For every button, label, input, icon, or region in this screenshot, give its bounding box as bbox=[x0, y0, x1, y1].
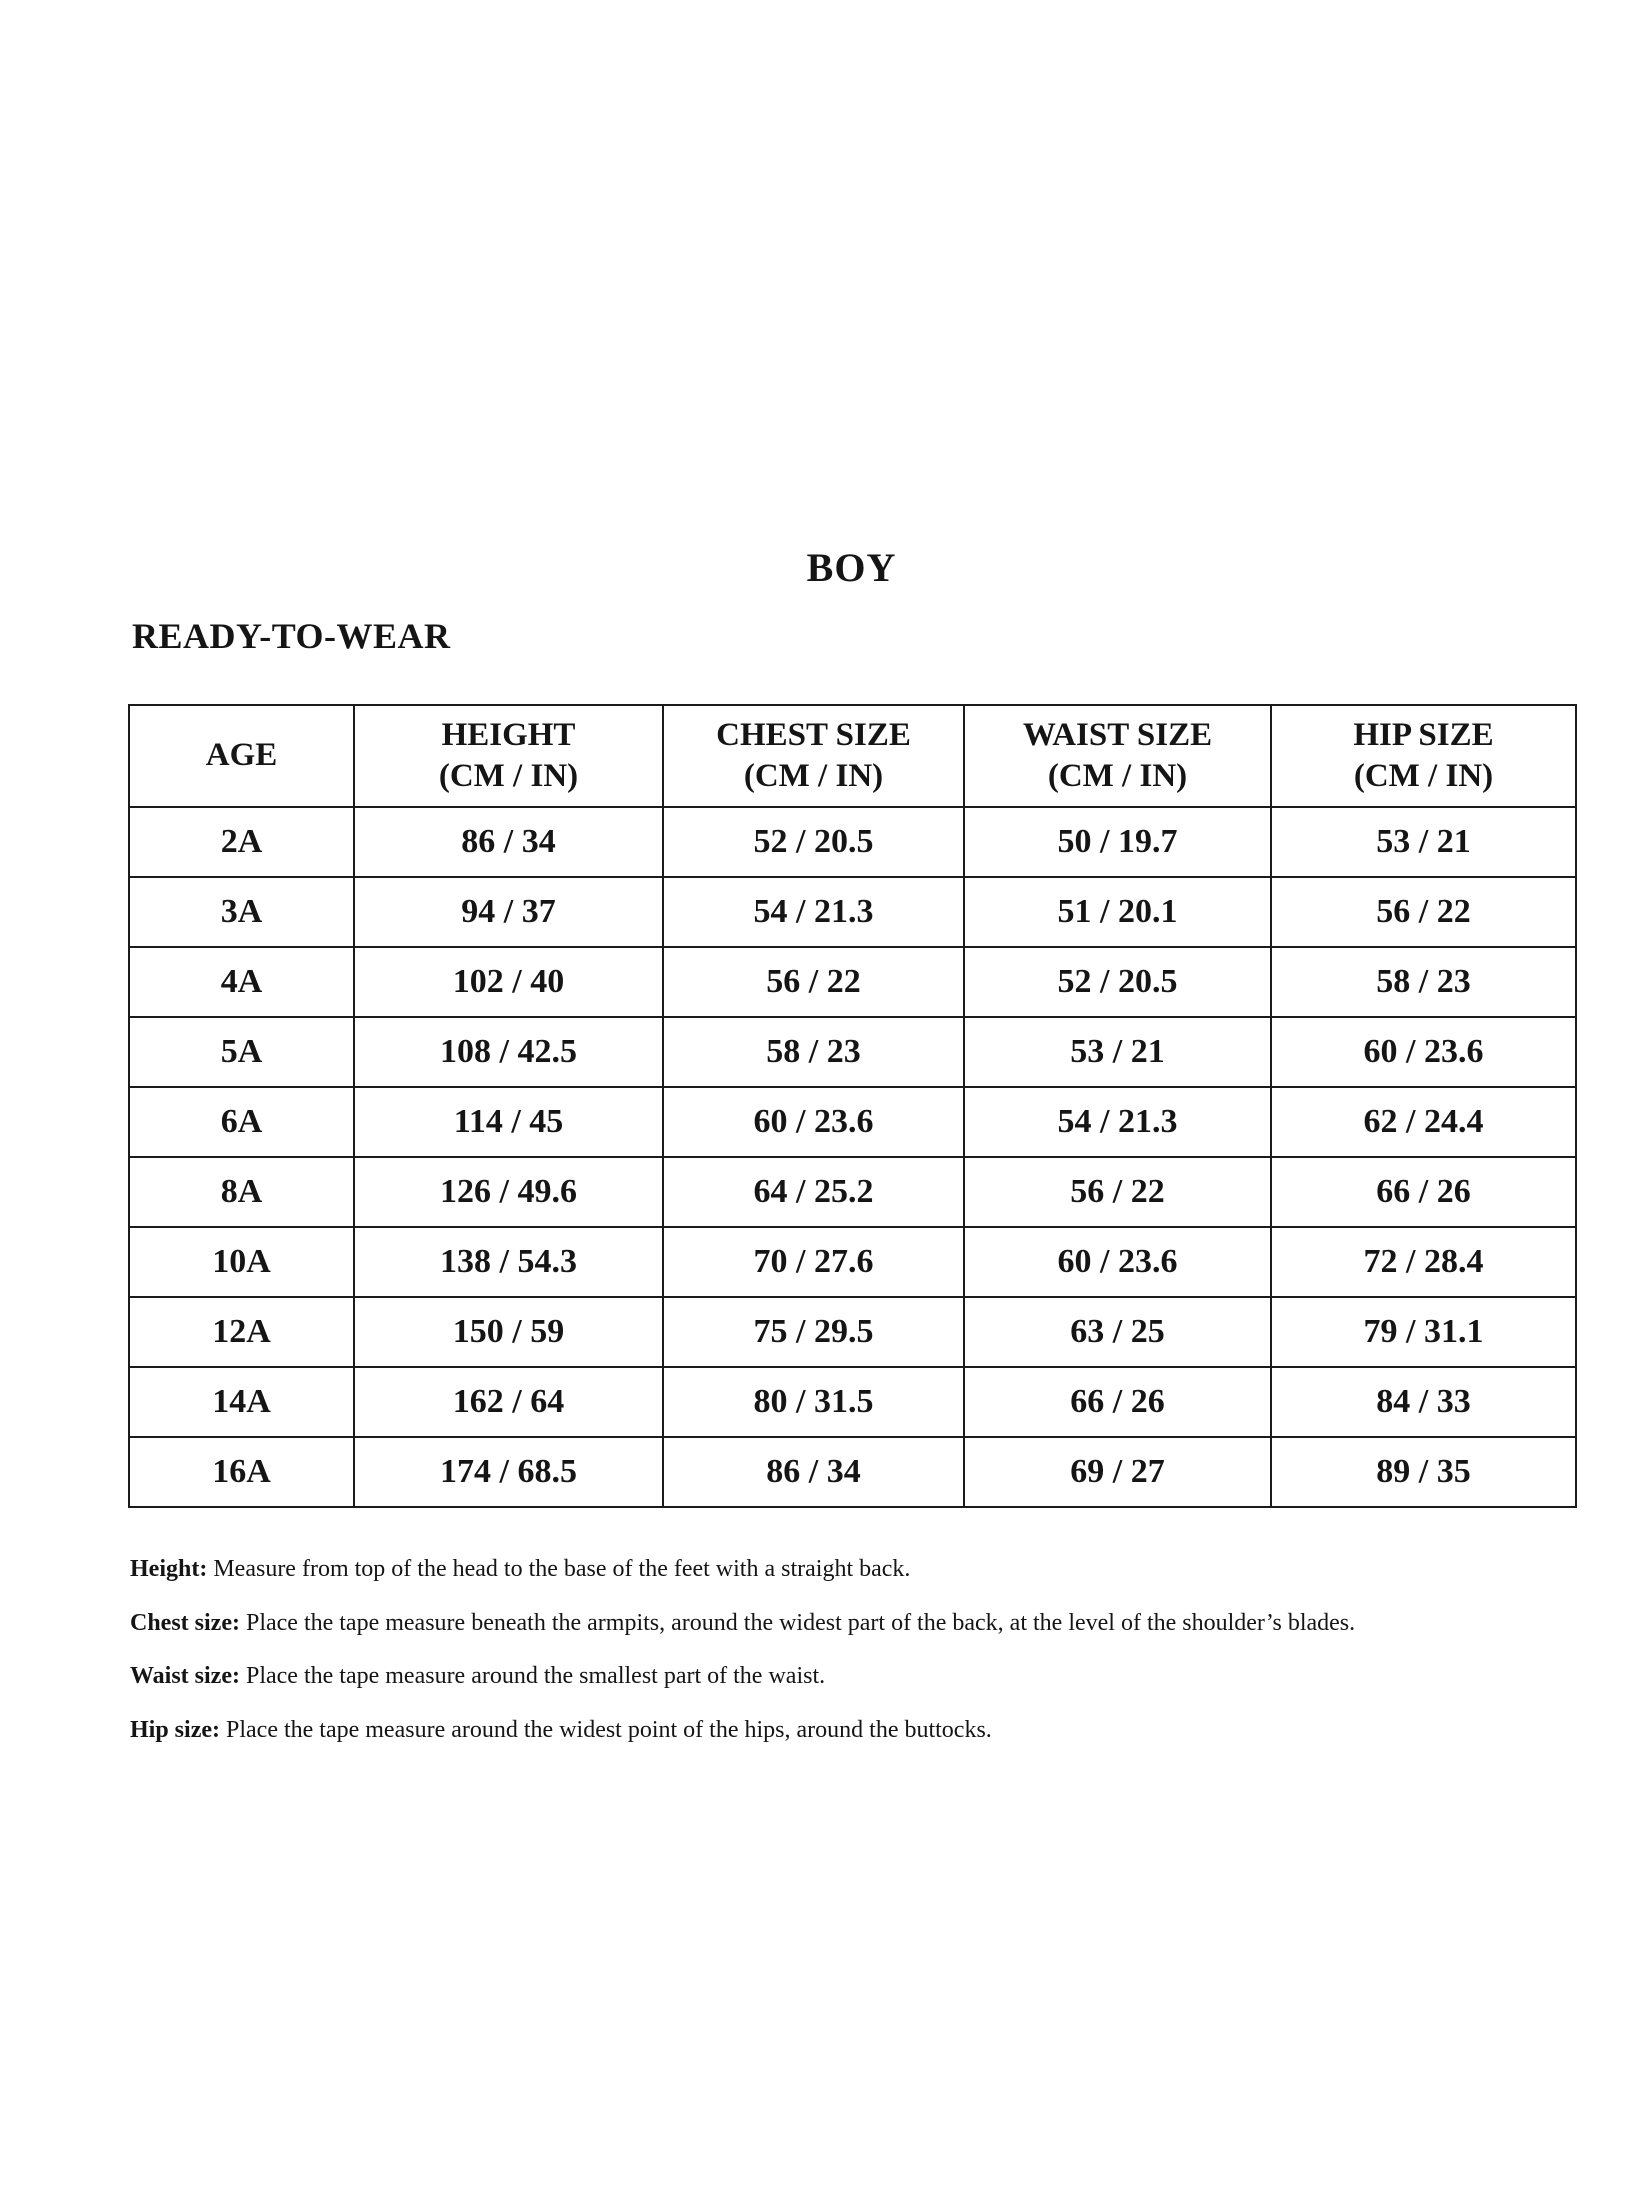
table-row bbox=[129, 1367, 1576, 1437]
size-cell: 66 / 26 bbox=[964, 1367, 1271, 1437]
column-header: HEIGHT (CM / IN) bbox=[354, 705, 663, 807]
note-line bbox=[130, 1717, 1575, 1745]
note-text: Place the tape measure around the smallest part of the waist. bbox=[239, 1663, 826, 1690]
page-title: BOY bbox=[806, 545, 897, 590]
size-cell: 51 / 20.1 bbox=[964, 877, 1271, 947]
size-cell: 56 / 22 bbox=[964, 1157, 1271, 1227]
table-row bbox=[129, 1017, 1576, 1087]
age-cell: 2A bbox=[129, 807, 354, 877]
size-cell: 53 / 21 bbox=[964, 1017, 1271, 1087]
size-cell: 64 / 25.2 bbox=[663, 1157, 964, 1227]
column-header: CHEST SIZE (CM / IN) bbox=[663, 705, 964, 807]
table-row bbox=[129, 1227, 1576, 1297]
size-cell: 75 / 29.5 bbox=[663, 1297, 964, 1367]
age-cell: 14A bbox=[129, 1367, 354, 1437]
size-cell: 58 / 23 bbox=[1271, 947, 1576, 1017]
note-label: Chest size: bbox=[130, 1609, 240, 1636]
size-cell: 62 / 24.4 bbox=[1271, 1087, 1576, 1157]
table-body bbox=[129, 807, 1576, 1507]
note-line bbox=[130, 1663, 1575, 1691]
table-head bbox=[129, 705, 1576, 807]
age-cell: 3A bbox=[129, 877, 354, 947]
size-cell: 53 / 21 bbox=[1271, 807, 1576, 877]
size-cell: 86 / 34 bbox=[354, 807, 663, 877]
size-cell: 52 / 20.5 bbox=[663, 807, 964, 877]
size-cell: 54 / 21.3 bbox=[663, 877, 964, 947]
note-label: Hip size: bbox=[130, 1716, 220, 1743]
column-header: AGE bbox=[129, 705, 354, 807]
column-header: HIP SIZE (CM / IN) bbox=[1271, 705, 1576, 807]
age-cell: 8A bbox=[129, 1157, 354, 1227]
note-text: Place the tape measure around the widest point of the hips, around the buttocks. bbox=[220, 1716, 992, 1743]
size-cell: 56 / 22 bbox=[663, 947, 964, 1017]
table-row bbox=[129, 1087, 1576, 1157]
age-cell: 16A bbox=[129, 1437, 354, 1507]
size-cell: 126 / 49.6 bbox=[354, 1157, 663, 1227]
age-cell: 6A bbox=[129, 1087, 354, 1157]
table-row bbox=[129, 947, 1576, 1017]
size-cell: 89 / 35 bbox=[1271, 1437, 1576, 1507]
age-cell: 10A bbox=[129, 1227, 354, 1297]
size-cell: 60 / 23.6 bbox=[964, 1227, 1271, 1297]
note-text: Measure from top of the head to the base of the feet with a straight back. bbox=[207, 1556, 911, 1582]
size-cell: 150 / 59 bbox=[354, 1297, 663, 1367]
size-cell: 56 / 22 bbox=[1271, 877, 1576, 947]
size-cell: 66 / 26 bbox=[1271, 1157, 1576, 1227]
size-cell: 60 / 23.6 bbox=[1271, 1017, 1576, 1087]
size-cell: 80 / 31.5 bbox=[663, 1367, 964, 1437]
size-cell: 63 / 25 bbox=[964, 1297, 1271, 1367]
column-header: WAIST SIZE (CM / IN) bbox=[964, 705, 1271, 807]
age-cell: 4A bbox=[129, 947, 354, 1017]
note-line bbox=[130, 1610, 1575, 1638]
size-cell: 52 / 20.5 bbox=[964, 947, 1271, 1017]
note-label: Height: bbox=[130, 1556, 208, 1582]
size-cell: 94 / 37 bbox=[354, 877, 663, 947]
note-line bbox=[130, 1556, 1575, 1584]
size-cell: 86 / 34 bbox=[663, 1437, 964, 1507]
table-header-row bbox=[129, 705, 1576, 807]
table-row bbox=[129, 807, 1576, 877]
size-cell: 72 / 28.4 bbox=[1271, 1227, 1576, 1297]
section-heading: READY-TO-WEAR bbox=[132, 616, 451, 656]
size-cell: 84 / 33 bbox=[1271, 1367, 1576, 1437]
size-cell: 174 / 68.5 bbox=[354, 1437, 663, 1507]
measurement-notes bbox=[128, 1556, 1575, 1744]
size-cell: 114 / 45 bbox=[354, 1087, 663, 1157]
size-cell: 138 / 54.3 bbox=[354, 1227, 663, 1297]
age-cell: 12A bbox=[129, 1297, 354, 1367]
size-table bbox=[128, 704, 1577, 1508]
table-row bbox=[129, 1157, 1576, 1227]
table-row bbox=[129, 1437, 1576, 1507]
size-cell: 54 / 21.3 bbox=[964, 1087, 1271, 1157]
note-text: Place the tape measure beneath the armpits, around the widest part of the back, at the level of the shoulder’s blades. bbox=[239, 1609, 1356, 1636]
size-cell: 162 / 64 bbox=[354, 1367, 663, 1437]
page-content bbox=[128, 0, 1575, 1770]
age-cell: 5A bbox=[129, 1017, 354, 1087]
size-cell: 60 / 23.6 bbox=[663, 1087, 964, 1157]
size-cell: 70 / 27.6 bbox=[663, 1227, 964, 1297]
table-row bbox=[129, 877, 1576, 947]
size-cell: 69 / 27 bbox=[964, 1437, 1271, 1507]
size-cell: 108 / 42.5 bbox=[354, 1017, 663, 1087]
size-cell: 50 / 19.7 bbox=[964, 807, 1271, 877]
size-cell: 102 / 40 bbox=[354, 947, 663, 1017]
note-label: Waist size: bbox=[130, 1663, 240, 1690]
size-cell: 79 / 31.1 bbox=[1271, 1297, 1576, 1367]
size-cell: 58 / 23 bbox=[663, 1017, 964, 1087]
table-row bbox=[129, 1297, 1576, 1367]
